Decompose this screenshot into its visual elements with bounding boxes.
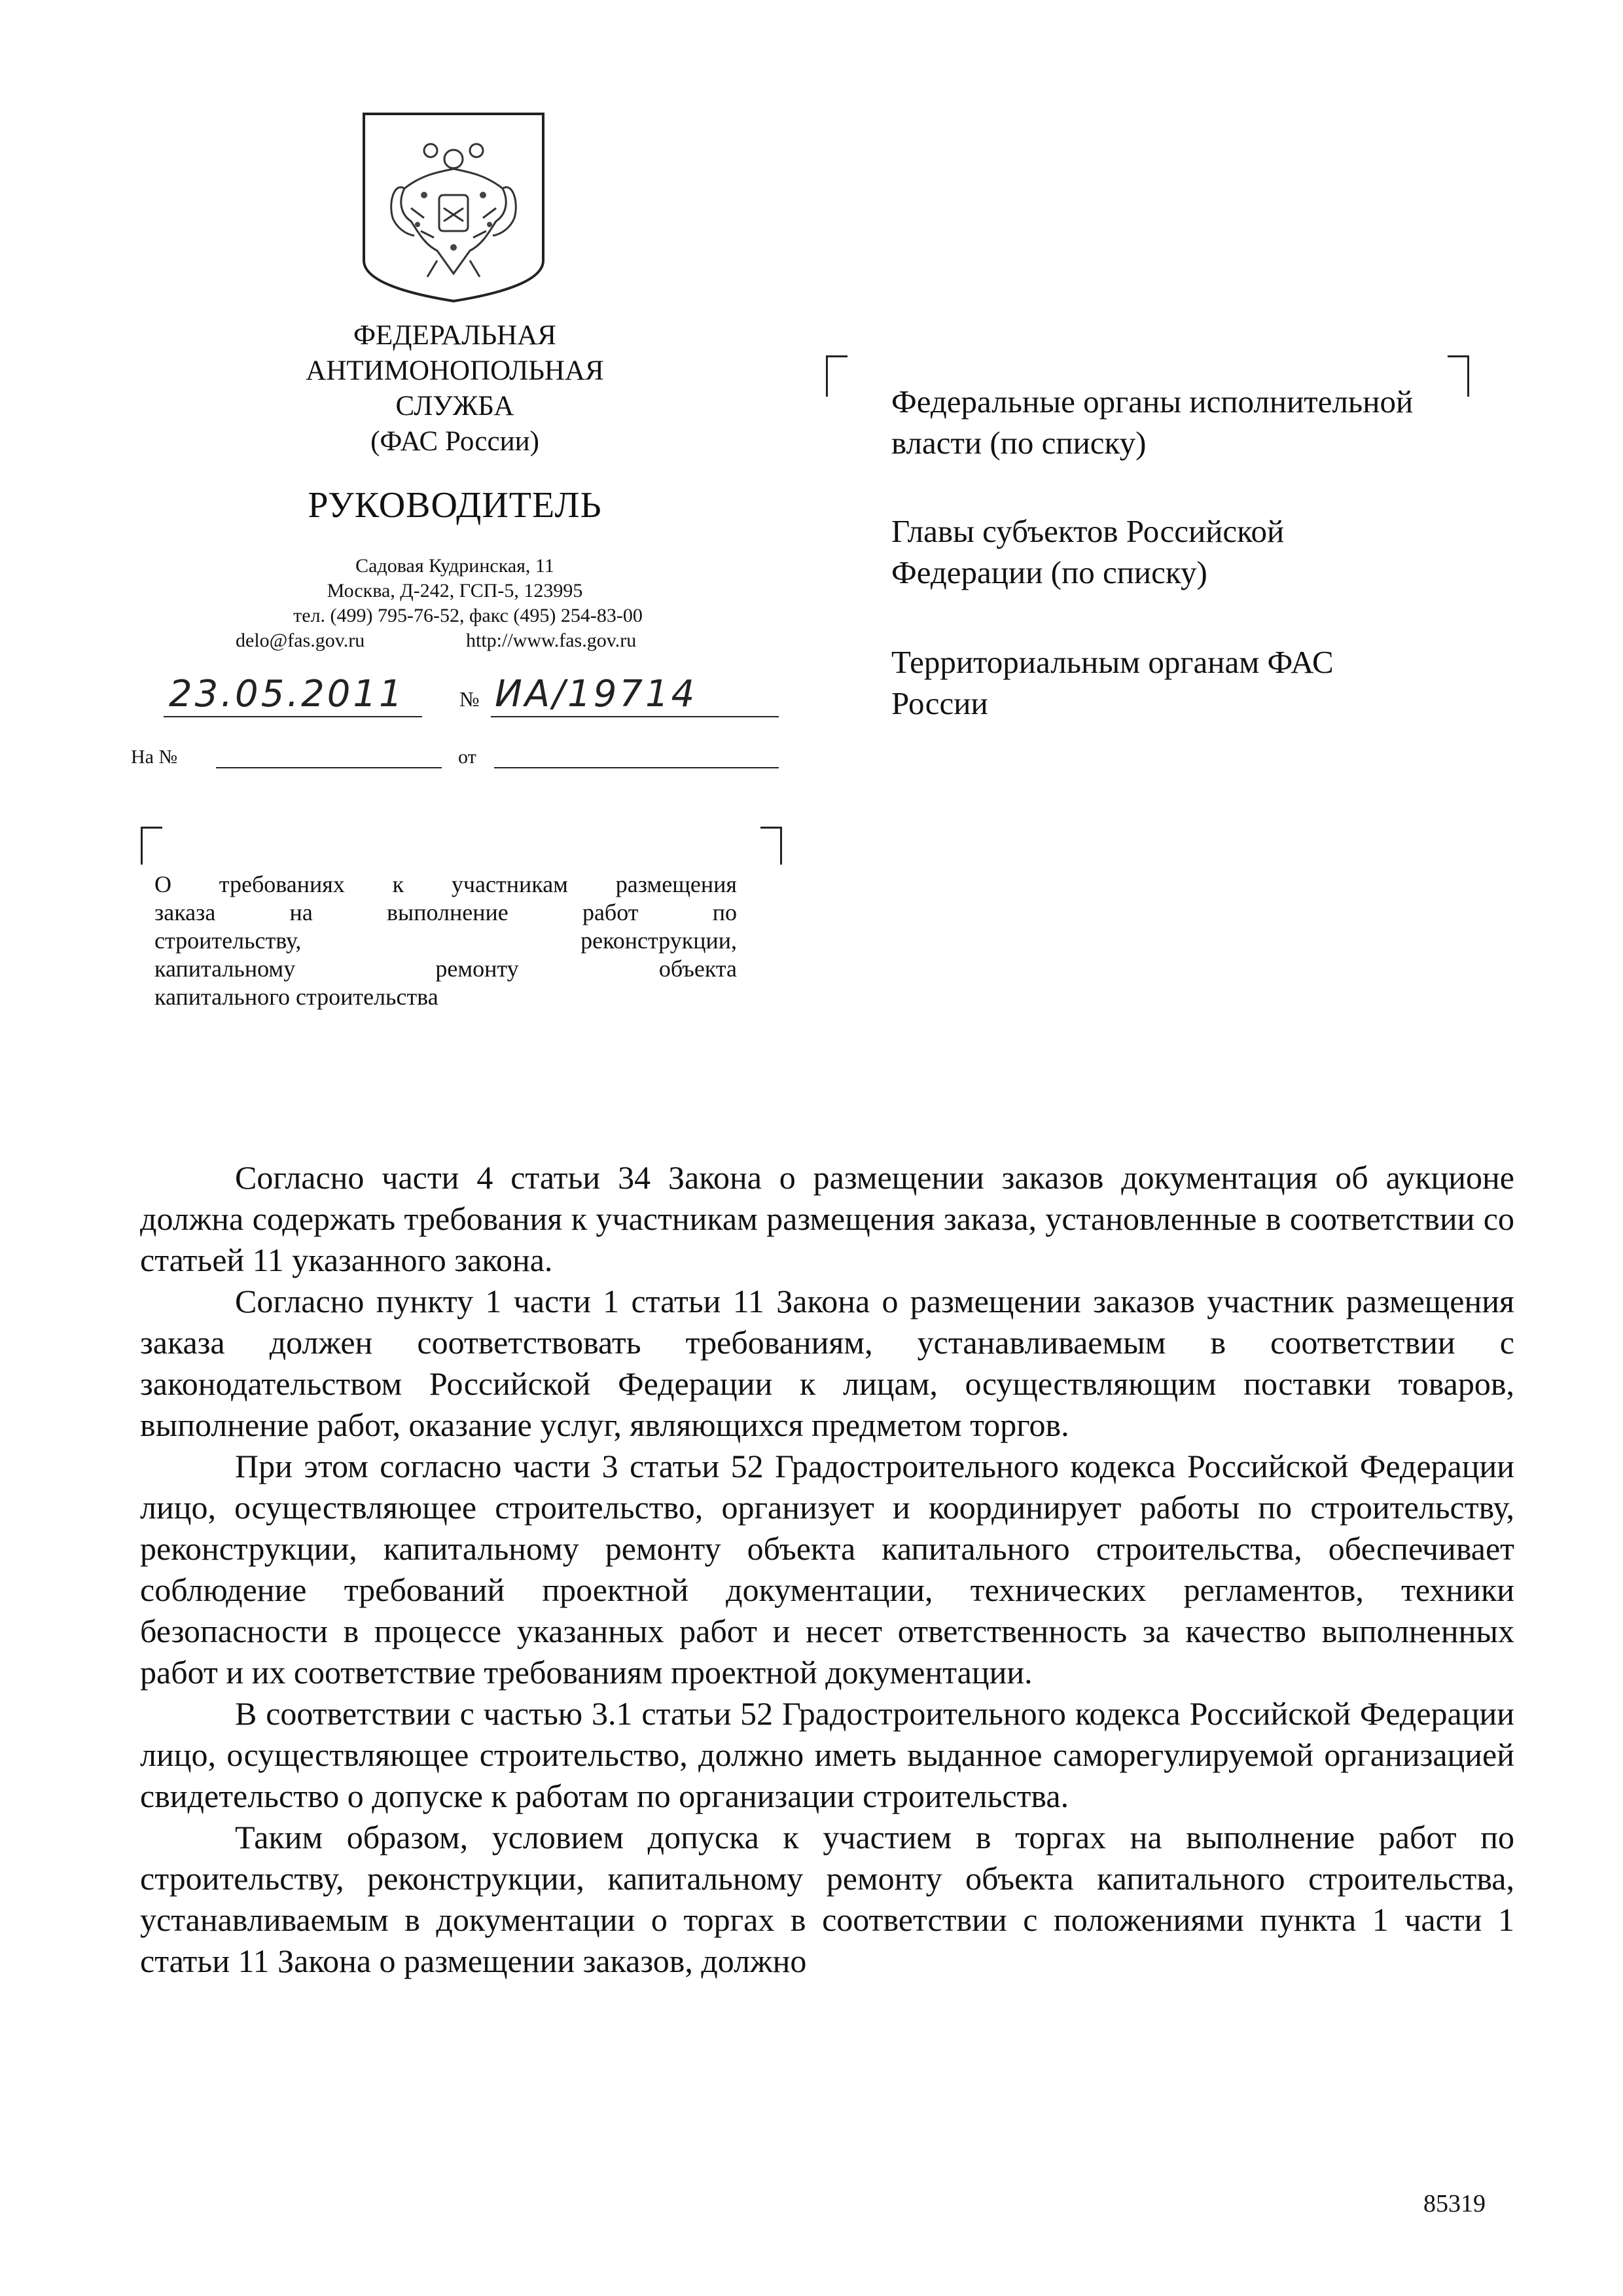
org-name-line-3: СЛУЖБА	[395, 391, 514, 422]
recipient-bracket-left	[826, 355, 847, 397]
org-name-line-1: ФЕДЕРАЛЬНАЯ	[353, 320, 556, 351]
number-underline	[491, 716, 779, 717]
website-address: http://www.fas.gov.ru	[466, 630, 637, 651]
body-paragraph-5: Таким образом, условием допуска к участием в торгах на выполнение работ по строительству, реконструкции, капитальному ремонту объекта капитального строительства, устанавливаемым в документации о торгах в соответствии с положениями пункта 1 части 1 статьи 11 Закона о размещении заказов, должно	[140, 1819, 1514, 1979]
page-code: 85319	[1423, 2190, 1486, 2217]
from-underline	[494, 767, 779, 768]
subject-bracket-right	[760, 827, 782, 865]
org-name-line-2: АНТИМОНОПОЛЬНАЯ	[306, 355, 604, 386]
recipient-2-line-1: Главы субъектов Российской	[891, 513, 1285, 549]
reference-underline	[216, 767, 442, 768]
subject-line: строительству, реконструкции,	[154, 927, 737, 954]
from-label: от	[458, 746, 476, 768]
body-paragraph-1: Согласно части 4 статьи 34 Закона о размещении заказов документация об аукционе должна содержать требования к участникам размещения заказа, установленные в соответствии со статьей 11 указанного закона.	[140, 1159, 1514, 1278]
email-address: delo@fas.gov.ru	[236, 630, 365, 651]
registration-number: ИА/19714	[495, 673, 698, 715]
coat-of-arms-emblem	[359, 110, 548, 305]
role-title: РУКОВОДИТЕЛЬ	[308, 485, 602, 526]
address-line-1: Садовая Кудринская, 11	[355, 555, 554, 577]
number-label: №	[459, 687, 480, 711]
recipient-2-line-2: Федерации (по списку)	[891, 554, 1207, 590]
body-paragraph-4: В соответствии с частью 3.1 статьи 52 Градостроительного кодекса Российской Федерации лицо, осуществляющее строительство, должно иметь выданное саморегулируемой организацией свидетельство о допуске к работам по организации строительства.	[140, 1695, 1514, 1814]
subject-bracket-left	[141, 827, 162, 865]
subject-line: капитальному ремонту объекта	[154, 956, 737, 982]
recipient-1-line-2: власти (по списку)	[891, 425, 1147, 461]
subject-line: заказа на выполнение работ по	[154, 899, 737, 925]
date-underline	[164, 716, 422, 717]
registration-date: 23.05.2011	[169, 673, 405, 715]
phone-fax-line: тел. (499) 795-76-52, факс (495) 254-83-00	[293, 605, 643, 626]
body-paragraph-3: При этом согласно части 3 статьи 52 Градостроительного кодекса Российской Федерации лицо, осуществляющее строительство, организует и координирует работы по строительству, реконструкции, капитальному ремонту объекта капитального строительства, обеспечивает соблюдение требований проектной документации, технических регламентов, техники безопасности в процессе указанных работ и несет ответственность за качество выполненных работ и их соответствие требованиям проектной документации.	[140, 1448, 1514, 1691]
subject-line: О требованиях к участникам размещения	[154, 871, 737, 897]
org-abbreviation: (ФАС России)	[370, 426, 539, 457]
recipient-3-line-2: России	[891, 685, 988, 721]
recipient-3-line-1: Территориальным органам ФАС	[891, 644, 1334, 680]
recipient-1-line-1: Федеральные органы исполнительной	[891, 384, 1414, 420]
body-paragraph-2: Согласно пункту 1 части 1 статьи 11 Закона о размещении заказов участник размещения заказа должен соответствовать требованиям, устанавливаемым в соответствии с законодательством Российской Федерации к лицам, осуществляющим поставки товаров, выполнение работ, оказание услуг, являющихся предметом торгов.	[140, 1283, 1514, 1443]
subject-line: капитального строительства	[154, 984, 438, 1010]
letter-body	[140, 1157, 1514, 1982]
letter-subject	[154, 870, 737, 1011]
reference-label: На №	[131, 746, 178, 768]
address-line-2: Москва, Д-242, ГСП-5, 123995	[327, 580, 583, 601]
